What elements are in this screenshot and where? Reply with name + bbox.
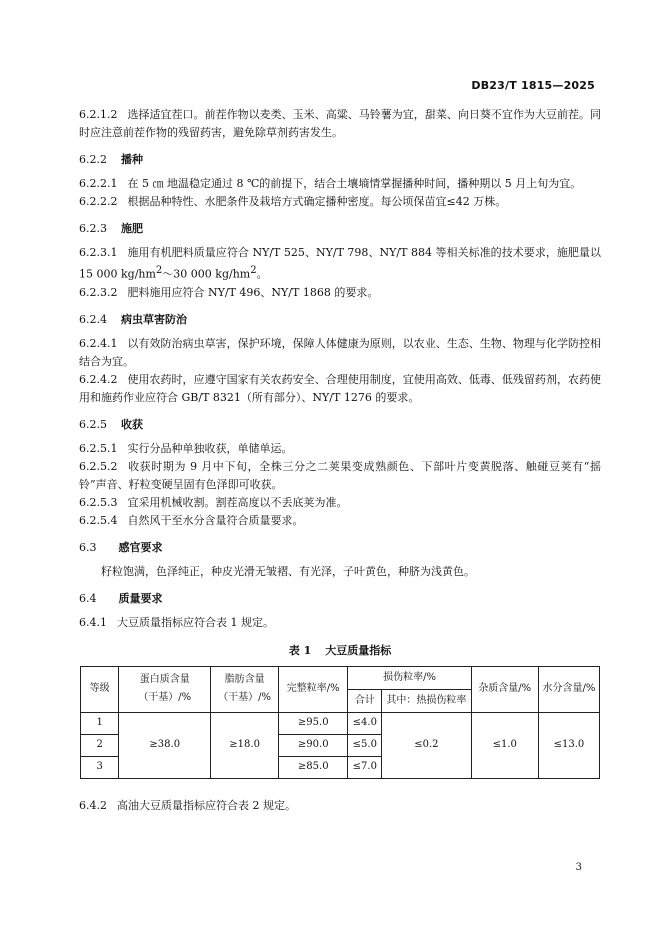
table-header-row xyxy=(81,666,600,689)
clause-number: 6.2.2.2 xyxy=(79,195,118,208)
clause-text: 实行分品种单独收获，单储单运。 xyxy=(127,441,293,455)
clause-number: 6.2.5.4 xyxy=(79,513,118,527)
clause-text: 自然风干至水分含量符合质量要求。 xyxy=(127,513,304,527)
clause-text: 使用农药时，应遵守国家有关农药安全、合理使用制度，宜使用高效、低毒、低残留药剂，农药使用和施药作业应符合 GB/T 8321（所有部分）、NY/T 1276 的要求。 xyxy=(79,372,601,404)
header-fat-line2: （干基）/% xyxy=(218,692,272,704)
cell-whole-kernel: ≥95.0 xyxy=(279,712,348,734)
clause-6-2-3-2 xyxy=(79,284,601,302)
clause-number: 6.2.2.1 xyxy=(79,177,118,190)
clause-text: ～30 000 kg/hm xyxy=(162,267,251,281)
cell-whole-kernel: ≥85.0 xyxy=(279,756,348,778)
heading-title: 感官要求 xyxy=(118,540,163,554)
heading-6-3 xyxy=(79,539,601,557)
table-caption-title: 大豆质量指标 xyxy=(325,643,392,657)
heading-title: 播种 xyxy=(121,153,143,166)
clause-number: 6.2.5.3 xyxy=(79,495,118,509)
table-row xyxy=(81,712,600,734)
cell-damage-total: ≤5.0 xyxy=(348,734,382,756)
clause-text: 。 xyxy=(256,267,268,281)
clause-6-4-2 xyxy=(79,797,601,815)
clause-number: 6.2.1.2 xyxy=(79,108,118,121)
header-protein-line2: （干基）/% xyxy=(138,692,192,704)
heading-6-4 xyxy=(79,590,601,608)
cell-fat: ≥18.0 xyxy=(211,712,279,778)
header-damage-total: 合计 xyxy=(348,689,382,712)
cell-protein: ≥38.0 xyxy=(119,712,211,778)
cell-damage-total: ≤7.0 xyxy=(348,756,382,778)
clause-number: 6.2.5.2 xyxy=(79,459,118,473)
table-caption-number: 表 1 xyxy=(288,643,312,657)
clause-text: 高油大豆质量指标应符合表 2 规定。 xyxy=(117,798,296,812)
cell-grade: 2 xyxy=(81,734,119,756)
clause-text: 肥料施用应符合 NY/T 496、NY/T 1868 的要求。 xyxy=(127,285,379,299)
header-protein-line1: 蛋白质含量 xyxy=(139,674,190,686)
clause-6-2-2-2 xyxy=(79,193,601,211)
header-fat xyxy=(211,666,279,712)
clause-6-2-4-2 xyxy=(79,371,601,407)
heading-number: 6.2.4 xyxy=(79,312,107,326)
clause-number: 6.2.5.1 xyxy=(79,441,118,455)
clause-number: 6.2.4.2 xyxy=(79,372,118,386)
standard-number: DB23/T 1815—2025 xyxy=(471,79,595,92)
header-grade: 等级 xyxy=(81,666,119,712)
heading-number: 6.2.3 xyxy=(79,222,107,235)
header-whole-kernel: 完整粒率/% xyxy=(279,666,348,712)
clause-text: 施用有机肥料质量应符合 NY/T 525、NY/T 798、NY/T 884 等相关标准的技术要求，施肥量以 15 000 kg/hm xyxy=(79,246,601,281)
clause-text: 根据品种特性、水肥条件及栽培方式确定播种密度。每公顷保苗宜≤42 万株。 xyxy=(127,195,507,208)
sensory-paragraph: 籽粒饱满，色泽纯正，种皮光滑无皱褶、有光泽，子叶黄色，种脐为浅黄色。 xyxy=(101,564,475,578)
header-damaged-kernel: 损伤粒率/% xyxy=(348,666,471,689)
clause-6-2-2-1 xyxy=(79,175,601,193)
heading-title: 病虫草害防治 xyxy=(121,312,187,326)
cell-heat-damage: ≤0.2 xyxy=(382,712,472,778)
page-number: 3 xyxy=(575,862,582,873)
clause-text: 在 5 ㎝ 地温稳定通过 8 ℃的前提下，结合土壤墒情掌握播种时间，播种期以 5 月上旬为宜。 xyxy=(127,177,582,190)
clause-6-2-5-2 xyxy=(79,458,601,494)
clause-6-2-1-2 xyxy=(79,106,601,142)
heading-title: 施肥 xyxy=(121,222,143,235)
clause-number: 6.4.2 xyxy=(79,798,107,812)
soybean-quality-table xyxy=(80,666,600,779)
superscript: 2 xyxy=(250,265,257,276)
heading-number: 6.3 xyxy=(79,540,97,554)
document-body xyxy=(79,106,601,815)
clause-text: 大豆质量指标应符合表 1 规定。 xyxy=(117,615,274,629)
clause-6-2-4-1 xyxy=(79,335,601,371)
header-heat-damage: 其中：热损伤粒率 xyxy=(382,689,472,712)
clause-text: 宜采用机械收割。割茬高度以不丢底荚为准。 xyxy=(127,495,348,509)
cell-moisture: ≤13.0 xyxy=(538,712,599,778)
clause-6-2-3-1 xyxy=(79,244,601,284)
heading-title: 收获 xyxy=(121,417,143,431)
clause-6-2-5-1 xyxy=(79,440,601,458)
heading-title: 质量要求 xyxy=(118,591,163,605)
header-impurity: 杂质含量/% xyxy=(471,666,538,712)
clause-number: 6.2.4.1 xyxy=(79,336,118,350)
header-protein xyxy=(119,666,211,712)
heading-6-2-2 xyxy=(79,151,601,169)
clause-number: 6.2.3.1 xyxy=(79,246,118,259)
cell-damage-total: ≤4.0 xyxy=(348,712,382,734)
table-caption xyxy=(79,642,601,660)
clause-6-4-1 xyxy=(79,614,601,632)
superscript: 2 xyxy=(155,265,163,276)
clause-text: 选择适宜茬口。前茬作物以麦类、玉米、高粱、马铃薯为宜，甜菜、向日葵不宜作为大豆前茬。同时应注意前茬作物的残留药害，避免除草剂药害发生。 xyxy=(79,108,601,139)
cell-grade: 3 xyxy=(81,756,119,778)
header-fat-line1: 脂肪含量 xyxy=(224,674,265,686)
clause-number: 6.4.1 xyxy=(79,615,107,629)
heading-number: 6.4 xyxy=(79,591,97,605)
clause-6-2-5-3 xyxy=(79,494,601,512)
cell-impurity: ≤1.0 xyxy=(471,712,538,778)
heading-6-2-4 xyxy=(79,311,601,329)
heading-6-2-5 xyxy=(79,416,601,434)
heading-number: 6.2.5 xyxy=(79,417,107,431)
clause-text: 收获时期为 9 月中下旬，全株三分之二荚果变成熟颜色、下部叶片变黄脱落、触碰豆荚有“摇铃”声音、籽粒变硬呈固有色泽即可收获。 xyxy=(79,459,601,491)
cell-grade: 1 xyxy=(81,712,119,734)
clause-text: 以有效防治病虫草害，保护环境，保障人体健康为原则，以农业、生态、生物、物理与化学防控相结合为宜。 xyxy=(79,336,601,368)
clause-6-2-5-4 xyxy=(79,512,601,530)
cell-whole-kernel: ≥90.0 xyxy=(279,734,348,756)
heading-number: 6.2.2 xyxy=(79,153,107,166)
clause-number: 6.2.3.2 xyxy=(79,285,118,299)
heading-6-2-3 xyxy=(79,220,601,238)
header-moisture: 水分含量/% xyxy=(538,666,599,712)
